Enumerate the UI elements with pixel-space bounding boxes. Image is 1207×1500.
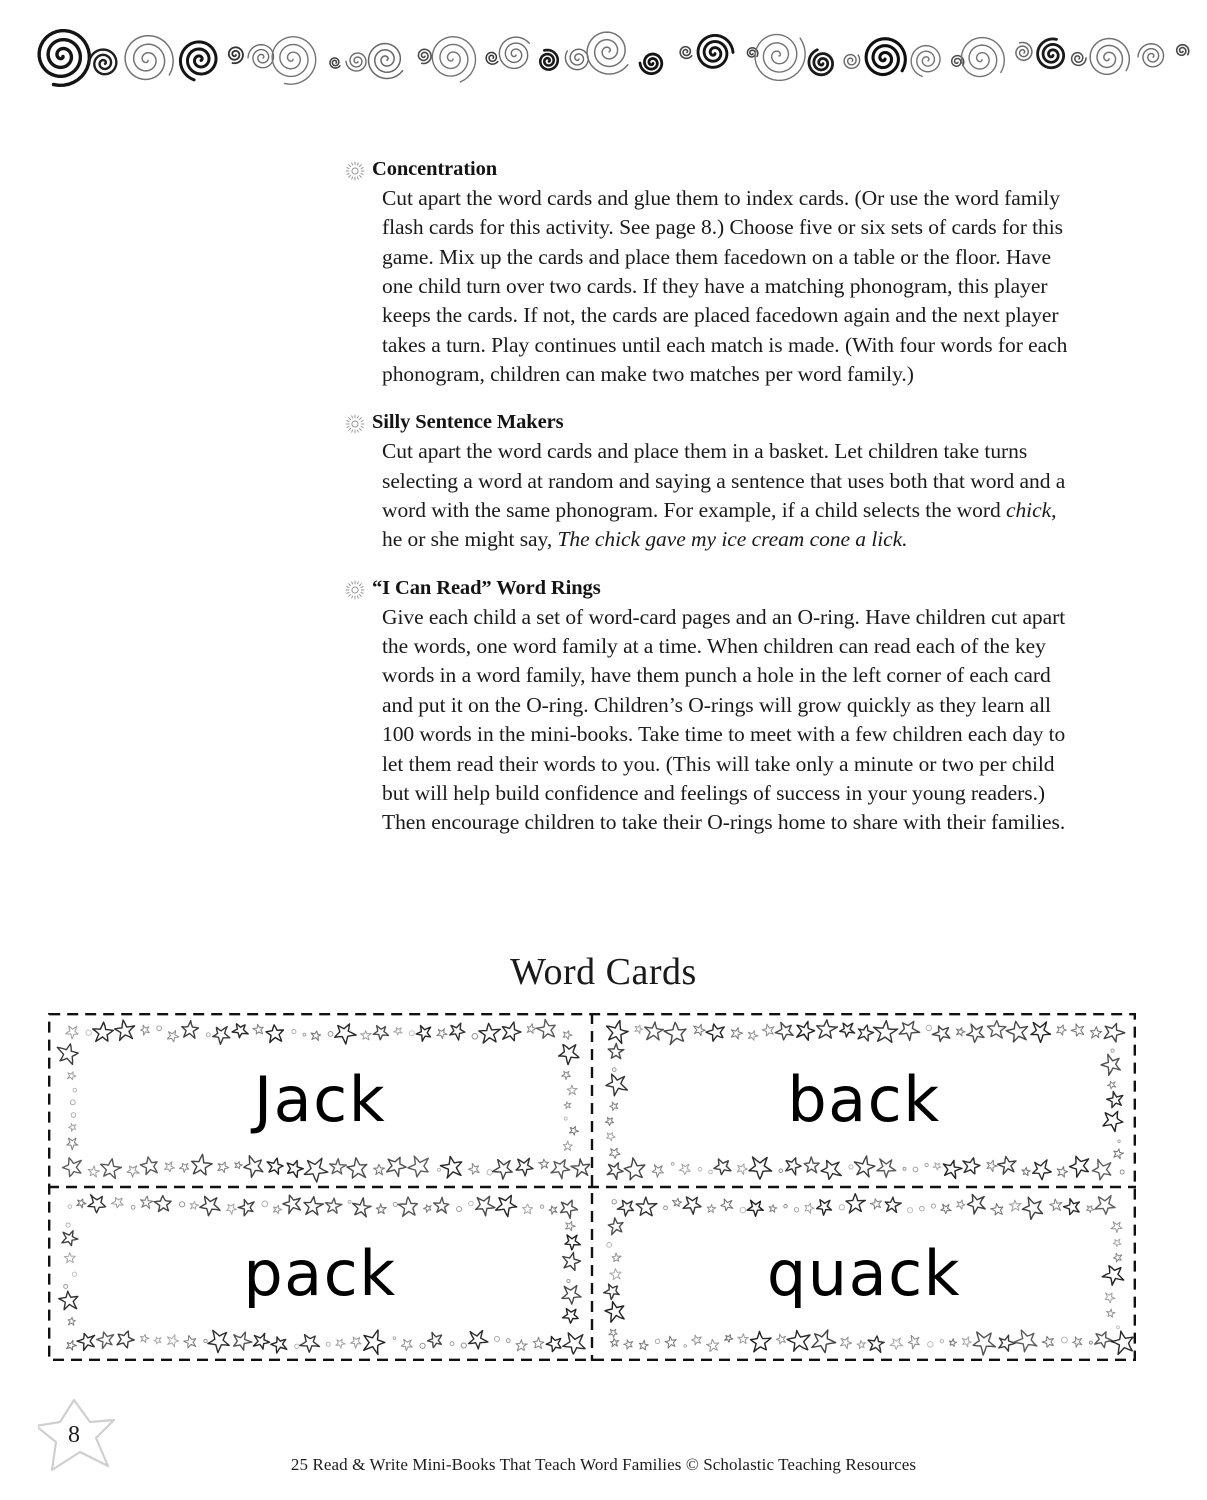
word-cards-grid	[48, 1013, 1136, 1361]
section-heading: “I Can Read” Word Rings	[372, 576, 601, 599]
instructions-content	[345, 158, 1080, 860]
word-card[interactable]	[592, 1013, 1136, 1187]
spiral-border-decoration	[0, 14, 1207, 100]
section-body: Cut apart the word cards and place them in a basket. Let children take turns selecting a word at random and saying a sentence that uses both that word and a word with the same phonogram. For example, if a child selects the word chick, he or she might say, The chick gave my ice cream cone a lick.	[382, 439, 1066, 552]
word-cards-title: Word Cards	[510, 951, 697, 993]
word-card-label: Jack	[253, 1063, 387, 1136]
word-card-label: back	[787, 1063, 941, 1136]
sun-burst-icon	[345, 414, 365, 434]
section-heading: Concentration	[372, 158, 498, 180]
word-card[interactable]	[592, 1187, 1136, 1361]
word-card-label: quack	[766, 1237, 962, 1310]
section-silly-sentence-makers	[345, 411, 1080, 554]
sun-burst-icon	[345, 161, 365, 181]
section-heading: Silly Sentence Makers	[372, 411, 564, 434]
word-card[interactable]	[48, 1013, 592, 1187]
section-body: Cut apart the word cards and glue them to index cards. (Or use the word family flash cards for this activity. See page 8.) Choose five or six sets of cards for this game. Mix up the cards and place them facedown on a table or the floor. Have one child turn over two cards. If they have a matching phonogram, this player keeps the cards. If not, the cards are placed facedown again and the next player takes a turn. Play continues until each match is made. (With four words for each phonogram, children can make two matches per word family.)	[382, 186, 1068, 387]
word-card-label: pack	[243, 1237, 397, 1310]
sun-burst-icon	[345, 580, 365, 600]
section-body: Give each child a set of word-card pages and an O-ring. Have children cut apart the words, one word family at a time. When children can read each of the key words in a word family, have them punch a hole in the left corner of each card and put it on the O-ring. Children’s O-rings will grow quickly as they learn all 100 words in the mini-books. Take time to meet with a few children each day to let them read their words to you. (This will take only a minute or two per child but will help build confidence and feelings of success in your young readers.) Then encourage children to take their O-rings home to share with their families.	[382, 604, 1066, 835]
section-heading-row	[345, 411, 1080, 434]
word-card[interactable]	[48, 1187, 592, 1361]
section-i-can-read-word-rings	[345, 577, 1080, 838]
section-heading-row	[345, 158, 1080, 181]
section-heading-row	[345, 577, 1080, 600]
footer-credit: 25 Read & Write Mini-Books That Teach Word Families © Scholastic Teaching Resources	[290, 1455, 917, 1474]
section-concentration	[345, 158, 1080, 389]
page-number: 8	[68, 1421, 80, 1448]
